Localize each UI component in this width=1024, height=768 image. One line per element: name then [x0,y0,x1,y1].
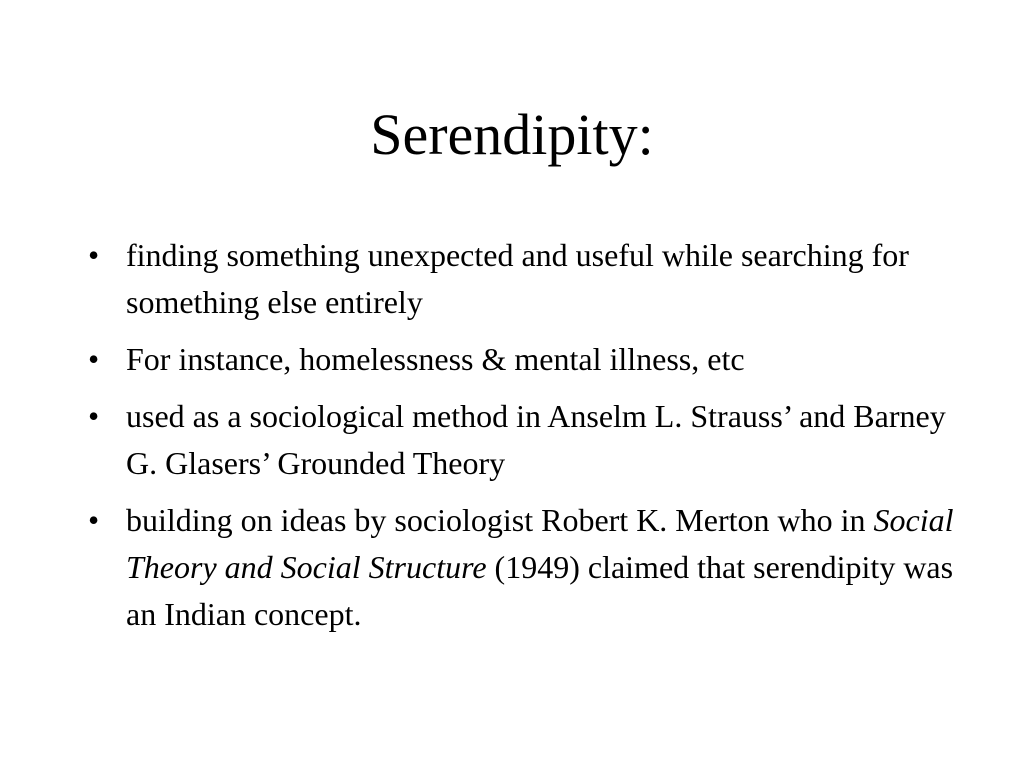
book-title-italic: Social Theory and Social Structure [126,502,954,585]
slide-title: Serendipity: [370,102,654,167]
bullet-text: used as a sociological method in Anselm L. Strauss’ and Barney G. Glasers’ Grounded Theory [126,398,946,481]
bullet-item [84,497,954,638]
bullet-dot-icon: • [88,341,100,377]
bullet-text [126,502,953,632]
bullet-text-part: building on ideas by sociologist Robert K. Merton who in [126,502,874,538]
bullet-text-part: (1949) claimed that serendipity was an Indian concept. [126,549,954,632]
bullet-text: For instance, homelessness & mental illness, etc [126,341,745,377]
bullet-list [84,232,954,648]
bullet-dot-icon: • [88,398,100,434]
bullet-item [84,232,954,326]
bullet-item [84,393,954,487]
bullet-dot-icon: • [88,237,100,273]
bullet-text: finding something unexpected and useful while searching for something else entirely [126,237,909,320]
bullet-dot-icon: • [88,502,100,538]
bullet-item [84,336,954,383]
